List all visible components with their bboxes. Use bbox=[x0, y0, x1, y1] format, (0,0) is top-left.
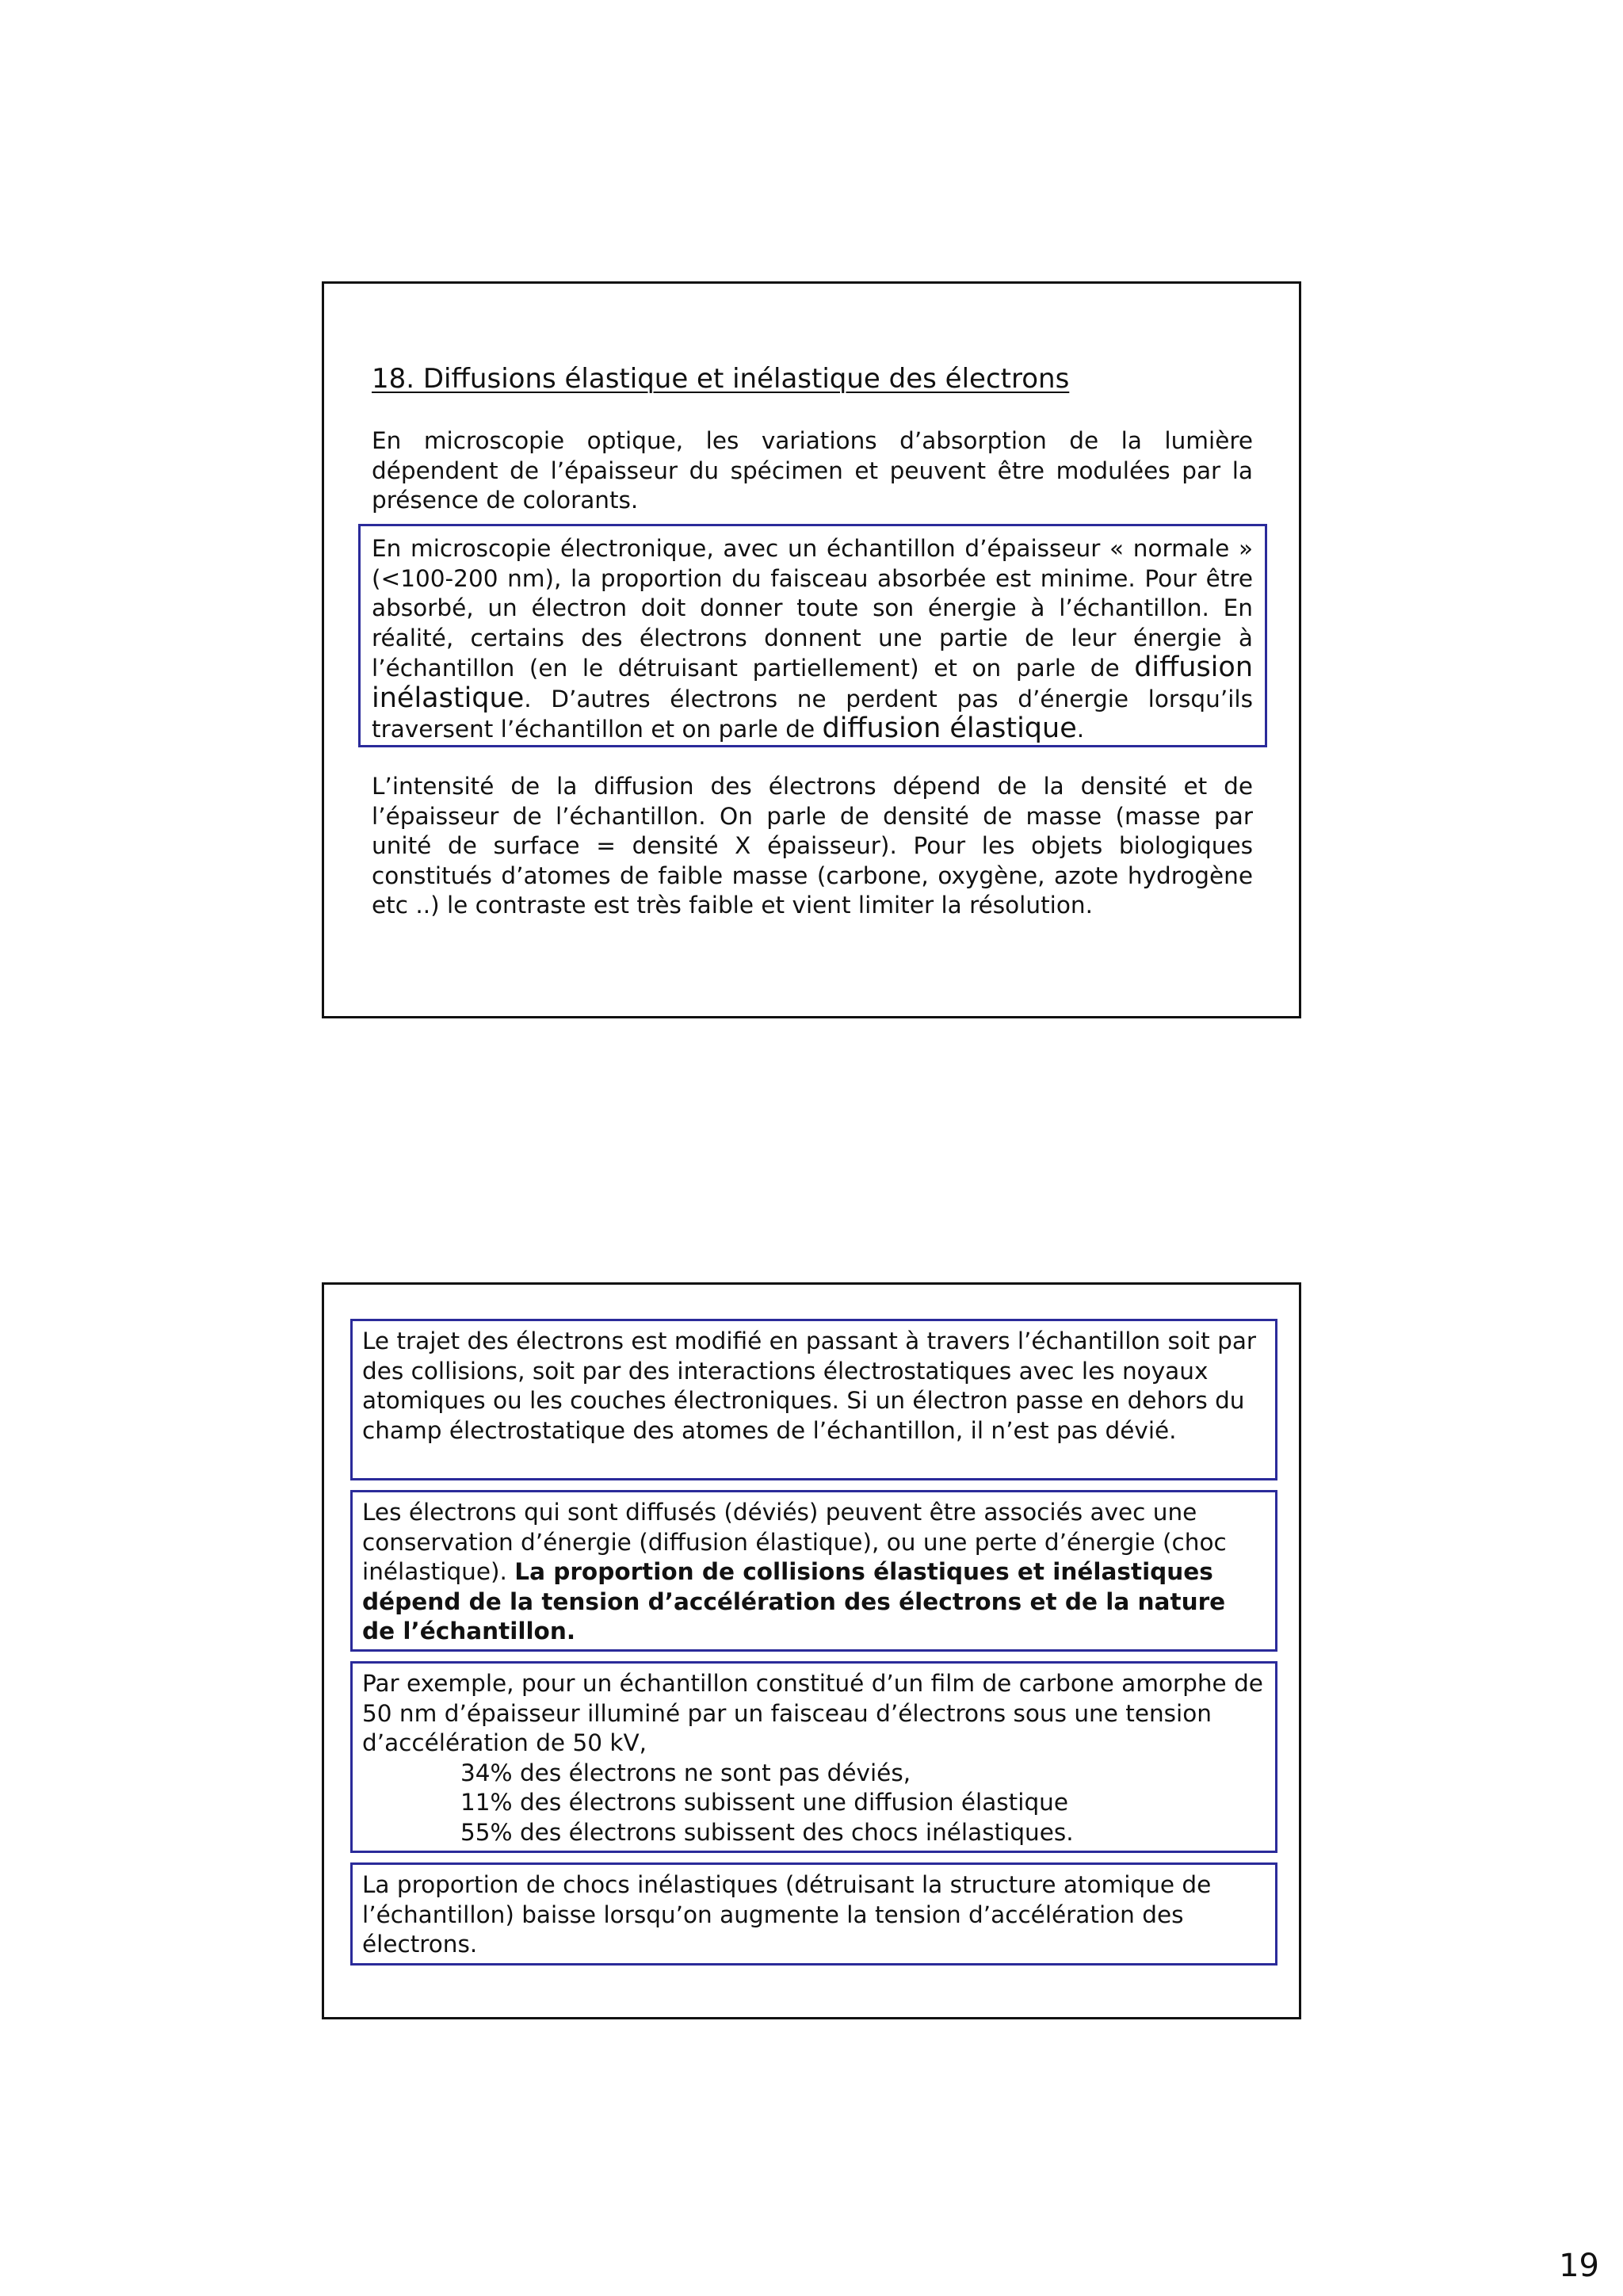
list-item: 55% des électrons subissent des chocs inélastiques. bbox=[460, 1818, 1074, 1846]
slide-title: 18. Diffusions élastique et inélastique des électrons bbox=[372, 363, 1070, 395]
term-elastic: diffusion élastique bbox=[822, 712, 1077, 744]
list-item: 34% des électrons ne sont pas déviés, bbox=[460, 1759, 911, 1786]
example-list bbox=[362, 1759, 1266, 1848]
text-segment: Les électrons qui sont diffusés (déviés) peuvent être associés avec une conservation d’énergie (diffusion élastique), ou une perte d’énergie (choc inélastique). bbox=[362, 1499, 1227, 1585]
bold-statement: La proportion de collisions élastiques et inélastiques dépend de la tension d’accélération des électrons et de la nature de l’échantillon. bbox=[362, 1558, 1226, 1645]
trajectory-box bbox=[350, 1319, 1277, 1480]
highlight-paragraph bbox=[372, 534, 1253, 745]
scattering-text bbox=[362, 1498, 1266, 1647]
conclusion-box bbox=[350, 1862, 1277, 1966]
text-segment: . D’autres électrons ne perdent pas d’énergie lorsqu’ils traversent l’échantillon et on parle de bbox=[372, 685, 1253, 743]
page-number: 19 bbox=[1559, 2248, 1599, 2284]
term-inelastic: diffusion inélastique bbox=[372, 651, 1253, 714]
scattering-box bbox=[350, 1490, 1277, 1652]
slide-1 bbox=[322, 281, 1301, 1018]
density-paragraph: L’intensité de la diffusion des électrons dépend de la densité et de l’épaisseur de l’échantillon. On parle de densité de masse (masse par unité de surface = densité X épaisseur). Pour les objets biologiques constitués d’atomes de faible masse (carbone, oxygène, azote hydrogène etc ..) le contraste est très faible et vient limiter la résolution. bbox=[372, 773, 1253, 919]
conclusion-text: La proportion de chocs inélastiques (détruisant la structure atomique de l’échantillon) baisse lorsqu’on augmente la tension d’accélération des électrons. bbox=[362, 1871, 1212, 1958]
example-box bbox=[350, 1661, 1277, 1853]
text-segment: . bbox=[1076, 716, 1085, 743]
trajectory-text: Le trajet des électrons est modifié en passant à travers l’échantillon soit par des collisions, soit par des interactions électrostatiques avec les noyaux atomiques ou les couches électroniques. Si un électron passe en dehors du champ électrostatique des atomes de l’échantillon, il n’est pas dévié. bbox=[362, 1328, 1257, 1444]
example-intro: Par exemple, pour un échantillon constitué d’un film de carbone amorphe de 50 nm d’épaisseur illuminé par un faisceau d’électrons sous une tension d’accélération de 50 kV, bbox=[362, 1670, 1263, 1756]
text-segment: En microscopie électronique, avec un échantillon d’épaisseur « normale » (<100-200 nm), la proportion du faisceau absorbée est minime. Pour être absorbé, un électron doit donner toute son énergie à l’échantillon. En réalité, certains des électrons donnent une partie de leur énergie à l’échantillon (en le détruisant partiellement) et on parle de bbox=[372, 535, 1253, 682]
slide-2 bbox=[322, 1282, 1301, 2019]
intro-paragraph: En microscopie optique, les variations d’absorption de la lumière dépendent de l’épaisseur du spécimen et peuvent être modulées par la présence de colorants. bbox=[372, 427, 1253, 514]
list-item: 11% des électrons subissent une diffusion élastique bbox=[460, 1789, 1069, 1816]
highlight-box bbox=[358, 524, 1267, 747]
